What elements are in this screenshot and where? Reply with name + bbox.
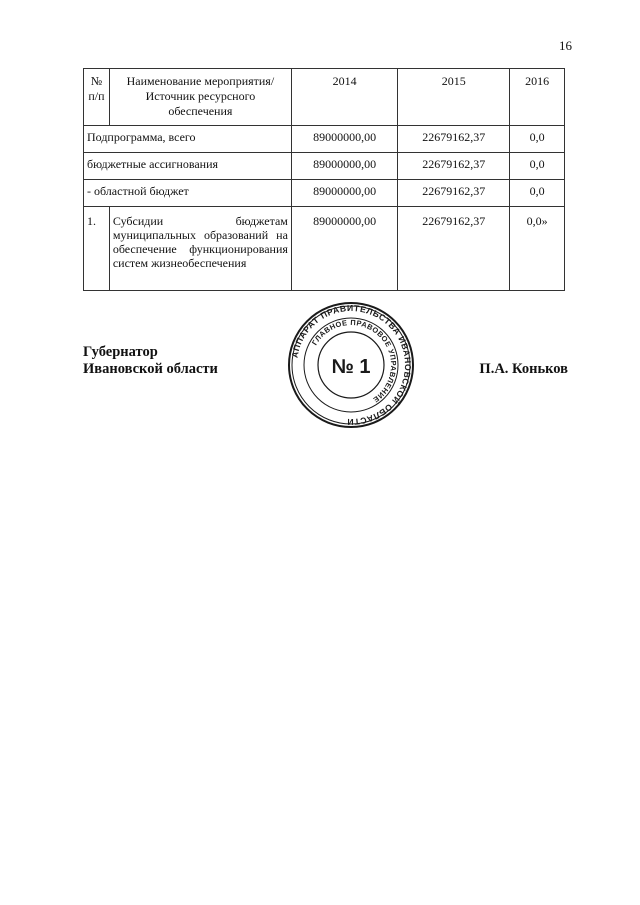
stamp-center-number: № 1 [331, 356, 371, 378]
row-name: Подпрограмма, всего [84, 126, 292, 153]
stamp-outer-text: АППАРАТ ПРАВИТЕЛЬСТВА ИВАНОВСКОЙ ОБЛАСТИ [289, 302, 414, 428]
budget-table [83, 68, 565, 291]
row-value-2015: 22679162,37 [398, 126, 510, 153]
signer-name: П.А. Коньков [479, 361, 568, 377]
row-name: бюджетные ассигнования [84, 153, 292, 180]
position-line: Губернатор [83, 344, 158, 360]
row-num: 1. [84, 207, 110, 291]
row-value-2015: 22679162,37 [398, 207, 510, 291]
header-2014: 2014 [291, 69, 398, 126]
page-number: 16 [559, 38, 572, 53]
row-value-2015: 22679162,37 [398, 153, 510, 180]
table-row [84, 207, 565, 291]
row-name: - областной бюджет [84, 180, 292, 207]
header-2015: 2015 [398, 69, 510, 126]
row-value-2014: 89000000,00 [291, 126, 398, 153]
stamp-inner-text: ГЛАВНОЕ ПРАВОВОЕ УПРАВЛЕНИЕ [309, 317, 399, 405]
header-2016: 2016 [510, 69, 565, 126]
row-value-2016: 0,0 [510, 180, 565, 207]
row-value-2014: 89000000,00 [291, 153, 398, 180]
row-value-2014: 89000000,00 [291, 180, 398, 207]
row-value-2016: 0,0 [510, 126, 565, 153]
row-name: Субсидии бюджетам муниципальных образований на обеспечение функционирования систем жизнеобеспечения [109, 207, 291, 291]
table-row [84, 126, 565, 153]
table-row [84, 153, 565, 180]
official-stamp-icon [286, 300, 416, 430]
row-value-2014: 89000000,00 [291, 207, 398, 291]
signature-position [83, 344, 218, 378]
row-value-2016: 0,0» [510, 207, 565, 291]
table-header-row [84, 69, 565, 126]
position-line: Ивановской области [83, 361, 218, 377]
row-value-2015: 22679162,37 [398, 180, 510, 207]
header-num: № п/п [84, 69, 110, 126]
row-value-2016: 0,0 [510, 153, 565, 180]
table-row [84, 180, 565, 207]
header-name: Наименование мероприятия/Источник ресурсного обеспечения [109, 69, 291, 126]
